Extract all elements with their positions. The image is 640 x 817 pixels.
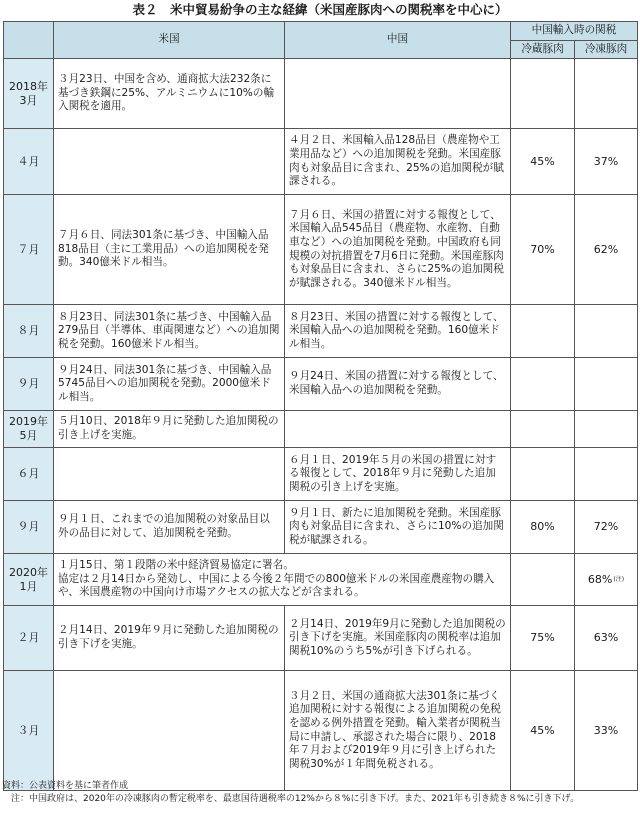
table-row	[4, 195, 638, 305]
combined-cell: １月15日、第１段階の米中経済貿易協定に署名。 協定は２月14日から発効し、中国による今後２年間での800億米ドルの米国産農産物の購入や、米国農産物の中国向け市場アクセスの拡大などが含まれる。	[54, 554, 511, 606]
footer	[2, 780, 638, 806]
period-header	[4, 22, 54, 59]
china-cell: ８月23日、米国の措置に対する報復として、米国輸入品への追加関税を発動。160億米ドル相当。	[285, 305, 511, 358]
chilled-rate: 45%	[511, 671, 575, 791]
chilled-rate: 75%	[511, 606, 575, 671]
china-cell: ９月１日、新たに追加関税を発動。米国産豚肉も対象品目に含まれ、さらに10%の追加関税が賦課される。	[285, 501, 511, 554]
chilled-rate	[511, 411, 575, 448]
period-cell: ９月	[4, 358, 54, 411]
period-cell: ８月	[4, 305, 54, 358]
us-cell: ８月23日、同法301条に基づき、中国輸入品279品目（半導体、車両関連など）への追加関税を発動。160億米ドル相当。	[54, 305, 285, 358]
chilled-rate	[511, 448, 575, 501]
table-row	[4, 448, 638, 501]
frozen-rate: 63%	[575, 606, 638, 671]
table-title: 表２ 米中貿易紛争の主な経緯（米国産豚肉への関税率を中心に）	[132, 2, 508, 17]
trade-dispute-table	[3, 21, 638, 791]
frozen-rate	[575, 411, 638, 448]
frozen-rate: 72%	[575, 501, 638, 554]
tariff-group-header: 中国輸入時の関税	[511, 22, 638, 41]
table-row	[4, 129, 638, 195]
china-cell	[285, 59, 511, 129]
period-cell: 2019年 5月	[4, 411, 54, 448]
footnote: 注：中国政府は、2020年の冷凍豚肉の暫定税率を、最恵国待遇税率の12%から８%に引き下げ。また、2021年も引き続き８%に引き下げ。	[2, 794, 580, 804]
table-row	[4, 671, 638, 791]
period-cell: ２月	[4, 606, 54, 671]
source-note: 資料：公表資料を基に筆者作成	[2, 781, 129, 791]
china-cell: ３月２日、米国の通商拡大法301条に基づく追加関税に対する報復による追加関税の免税を認める例外措置を発動。輸入業者が関税当局に申請し、承認された場合に限り、2018年７月および2019年９月に引き上げられた関税30%が１年間免税される。	[285, 671, 511, 791]
frozen-pork-header: 冷凍豚肉	[575, 41, 638, 59]
period-cell: 2020年 1月	[4, 554, 54, 606]
us-cell: ９月１日、これまでの追加関税の対象品目以外の品目に対して、追加関税を発動。	[54, 501, 285, 554]
chilled-pork-header: 冷蔵豚肉	[511, 41, 575, 59]
frozen-rate	[575, 305, 638, 358]
note-mark: (注)	[613, 575, 625, 583]
table-row	[4, 411, 638, 448]
table-row	[4, 606, 638, 671]
table-row	[4, 358, 638, 411]
frozen-rate	[575, 358, 638, 411]
table-row	[4, 305, 638, 358]
chilled-rate: 45%	[511, 129, 575, 195]
period-cell: ７月	[4, 195, 54, 305]
chilled-rate	[511, 554, 575, 606]
us-cell: ９月24日、同法301条に基づき、中国輸入品5745品目への追加関税を発動。2000億米ドル相当。	[54, 358, 285, 411]
us-cell: ３月23日、中国を含め、通商拡大法232条に基づき鉄鋼に25%、アルミニウムに10%の輸入関税を適用。	[54, 59, 285, 129]
chilled-rate	[511, 358, 575, 411]
frozen-rate: 62%	[575, 195, 638, 305]
period-cell: ６月	[4, 448, 54, 501]
china-cell: ４月２日、米国輸入品128品目（農産物や工業用品など）への追加関税を発動。米国産豚肉も対象品目に含まれ、25%の追加関税が賦課される。	[285, 129, 511, 195]
chilled-rate: 80%	[511, 501, 575, 554]
china-cell	[285, 411, 511, 448]
period-cell: ３月	[4, 671, 54, 791]
us-header: 米国	[54, 22, 285, 59]
us-cell	[54, 129, 285, 195]
china-cell: ７月６日、米国の措置に対する報復として、米国輸入品545品目（農産物、水産物、自動車など）への追加関税を発動。中国政府も同規模の対抗措置を7月6日に発動。米国産豚肉も対象品目に含まれ、さらに25%の追加関税が賦課される。340億米ドル相当。	[285, 195, 511, 305]
chilled-rate	[511, 59, 575, 129]
us-cell	[54, 671, 285, 791]
frozen-rate: 68%$^{(注)}$	[575, 554, 638, 606]
frozen-rate: 33%	[575, 671, 638, 791]
chilled-rate: 70%	[511, 195, 575, 305]
china-cell: ２月14日、2019年9月に発動した追加関税の引き下げを実施。米国産豚肉の関税率は追加関税10%のうち5%が引き下げられる。	[285, 606, 511, 671]
us-cell	[54, 448, 285, 501]
table-row	[4, 554, 638, 606]
period-cell: 2018年 3月	[4, 59, 54, 129]
frozen-rate: 37%	[575, 129, 638, 195]
china-cell: ６月１日、2019年５月の米国の措置に対する報復として、2018年９月に発動した追加関税の引き上げを実施。	[285, 448, 511, 501]
frozen-rate	[575, 59, 638, 129]
table-row	[4, 501, 638, 554]
us-cell: ５月10日、2018年９月に発動した追加関税の引き上げを実施。	[54, 411, 285, 448]
period-cell: ９月	[4, 501, 54, 554]
table-row	[4, 59, 638, 129]
frozen-rate	[575, 448, 638, 501]
china-header: 中国	[285, 22, 511, 59]
period-cell: ４月	[4, 129, 54, 195]
china-cell: ９月24日、米国の措置に対する報復として、米国輸入品への追加関税を発動。	[285, 358, 511, 411]
chilled-rate	[511, 305, 575, 358]
us-cell: ２月14日、2019年９月に発動した追加関税の引き下げを実施。	[54, 606, 285, 671]
us-cell: ７月６日、同法301条に基づき、中国輸入品818品目（主に工業用品）への追加関税を発動。340億米ドル相当。	[54, 195, 285, 305]
